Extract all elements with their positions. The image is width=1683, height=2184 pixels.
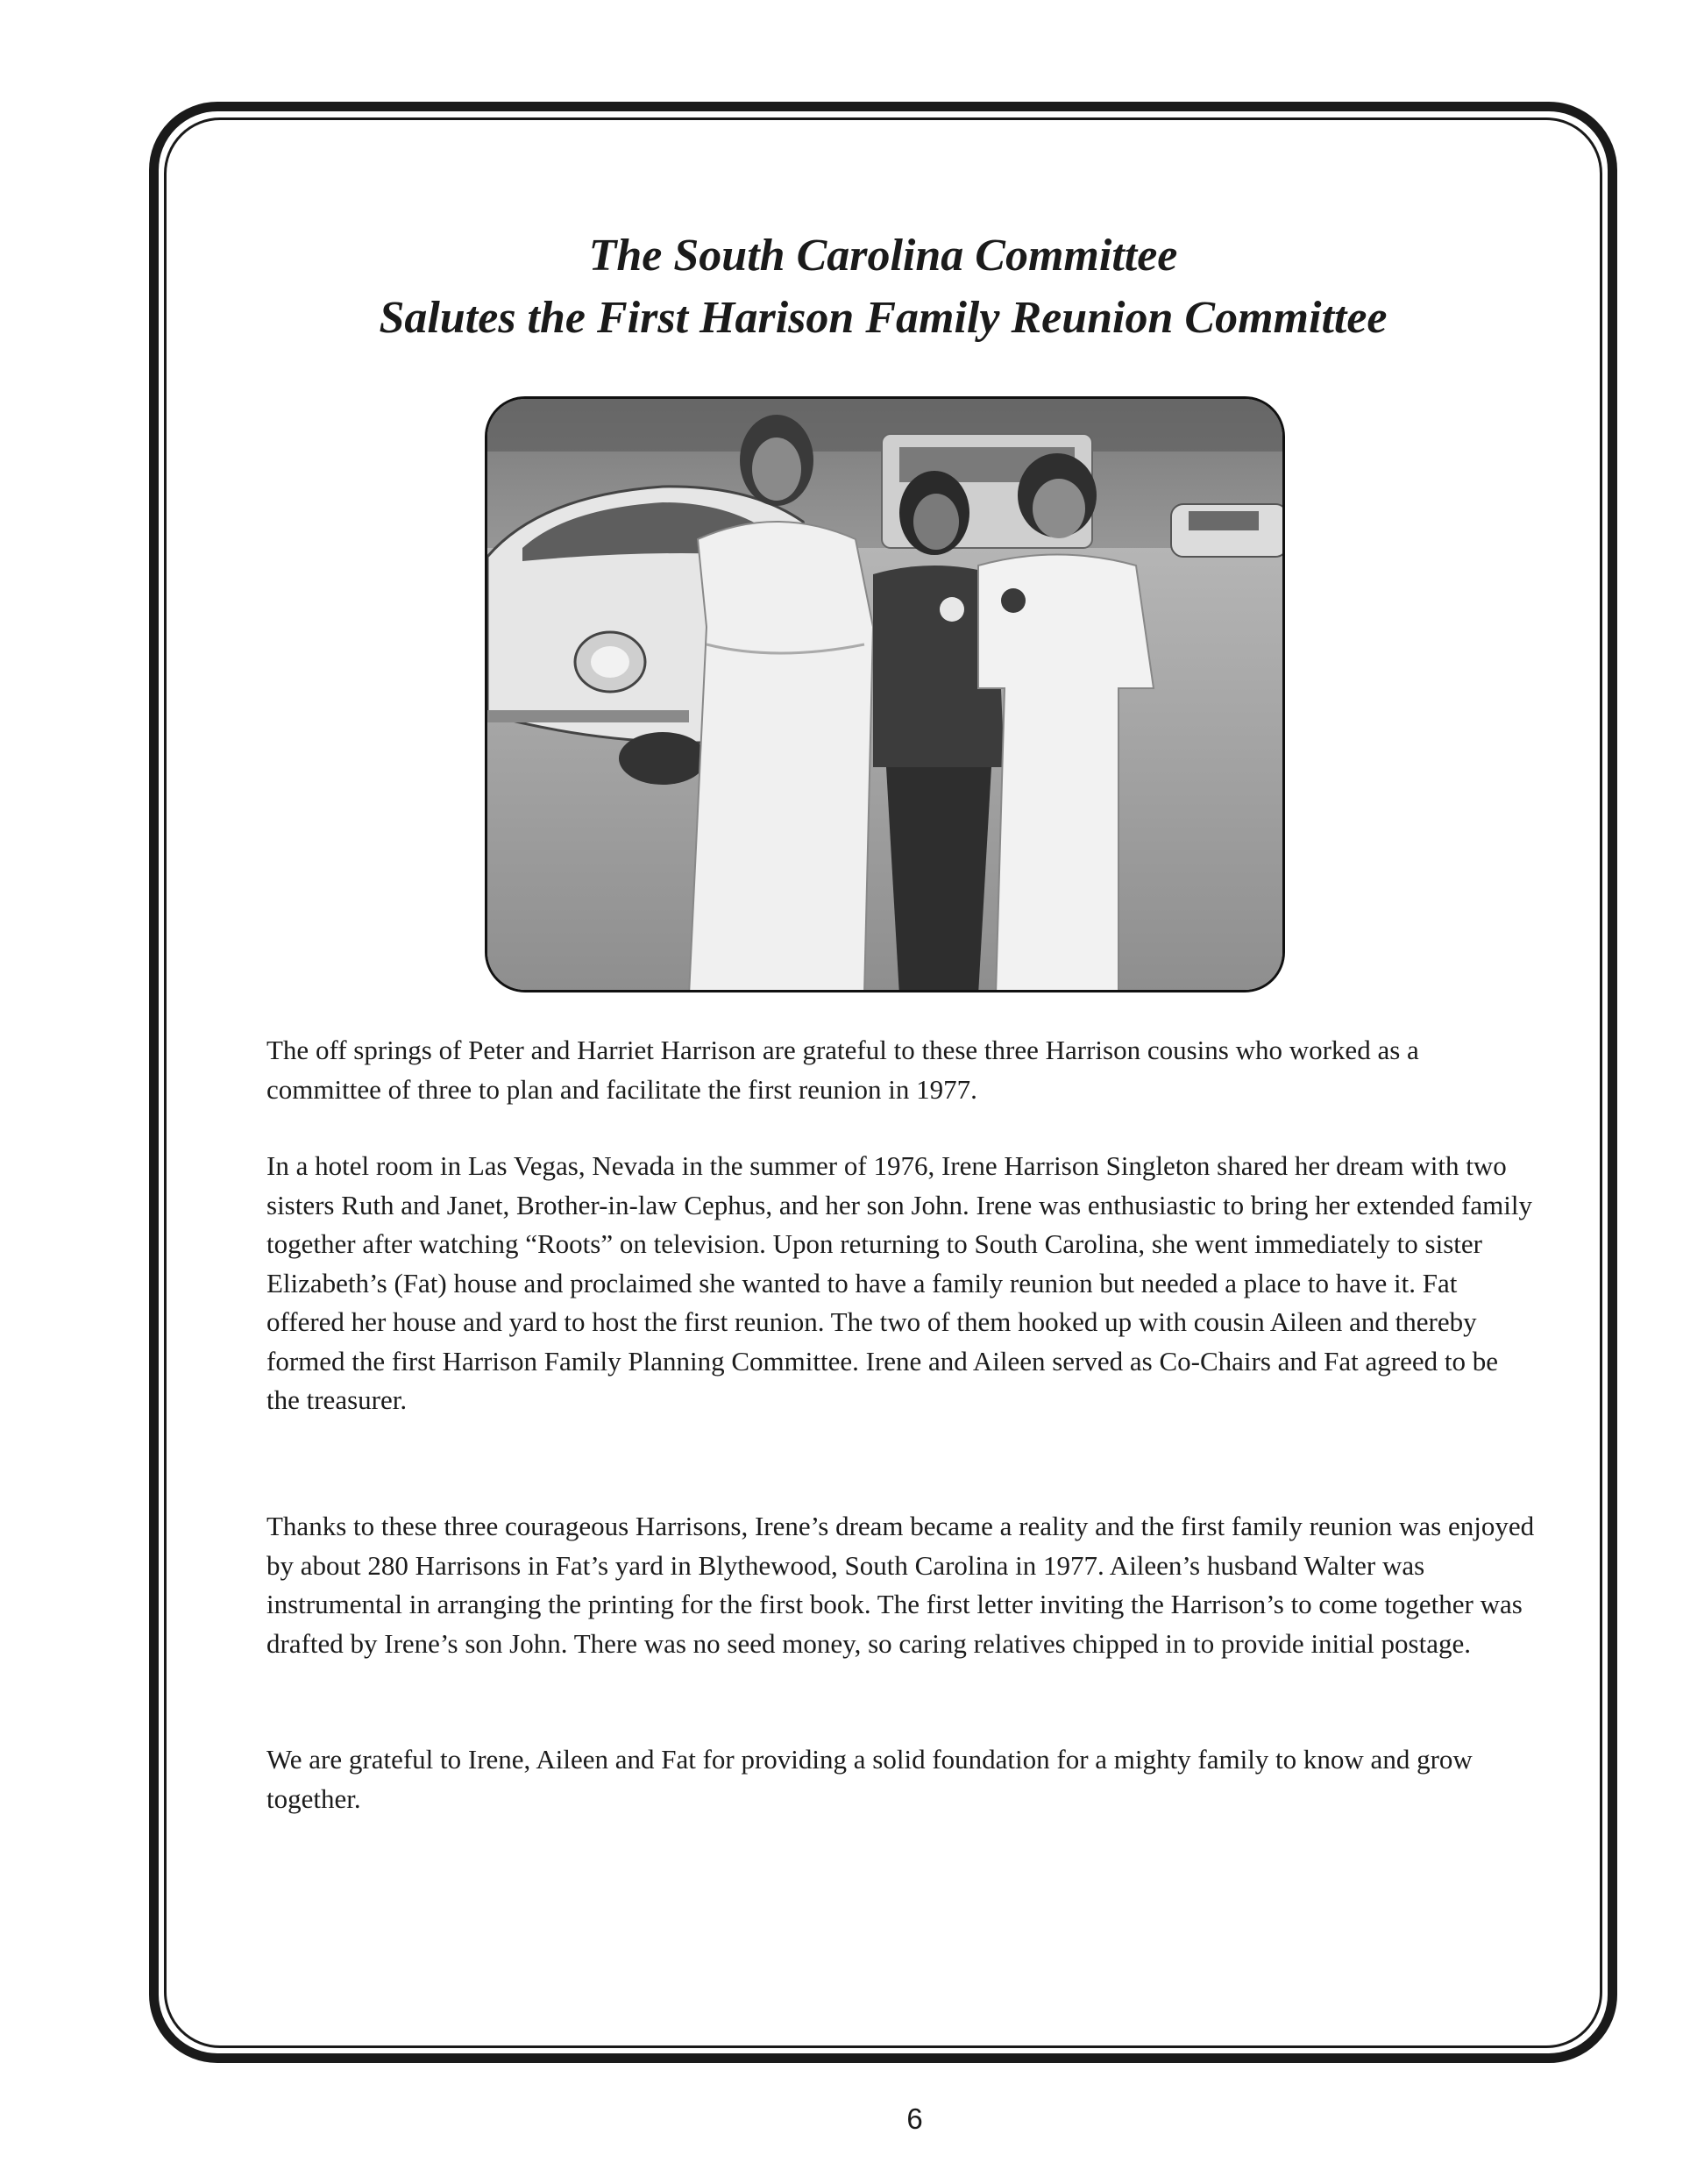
committee-photo bbox=[485, 396, 1285, 992]
closing-paragraph: We are grateful to Irene, Aileen and Fat for providing a solid foundation for a mighty family to know and grow together. bbox=[266, 1744, 1473, 1814]
page-title-line-2: Salutes the First Harison Family Reunion Committee bbox=[379, 293, 1388, 343]
page-number: 6 bbox=[906, 2102, 923, 2135]
history-paragraph: In a hotel room in Las Vegas, Nevada in the summer of 1976, Irene Harrison Singleton shared her dream with two sisters Ruth and Janet, Brother-in-law Cephus, and her son John. Irene was enthusiastic to bring her extended family together after watching “Roots” on television. Upon returning to South Carolina, she went immediately to sister Elizabeth’s (Fat) house and proclaimed she wanted to have a family reunion but needed a place to have it. Fat offered her house and yard to host the first reunion. The two of them hooked up with cousin Aileen and thereby formed the first Harrison Family Planning Committee. Irene and Aileen served as Co-Chairs and Fat agreed to be the treasurer. bbox=[266, 1150, 1532, 1415]
intro-paragraph: The off springs of Peter and Harriet Harrison are grateful to these three Harrison cousins who worked as a committee of three to plan and facilitate the first reunion in 1977. bbox=[266, 1035, 1419, 1105]
page-title-line-1: The South Carolina Committee bbox=[588, 231, 1178, 281]
photo-distant-car bbox=[1171, 504, 1285, 557]
reunion-paragraph: Thanks to these three courageous Harrisons, Irene’s dream became a reality and the first family reunion was enjoyed by about 280 Harrisons in Fat’s yard in Blythewood, South Carolina in 1977. Aileen’s husband Walter was instrumental in arranging the printing for the first book. The first letter inviting the Harrison’s to come together was drafted by Irene’s son John. There was no seed money, so caring relatives chipped in to provide initial postage. bbox=[266, 1511, 1535, 1659]
